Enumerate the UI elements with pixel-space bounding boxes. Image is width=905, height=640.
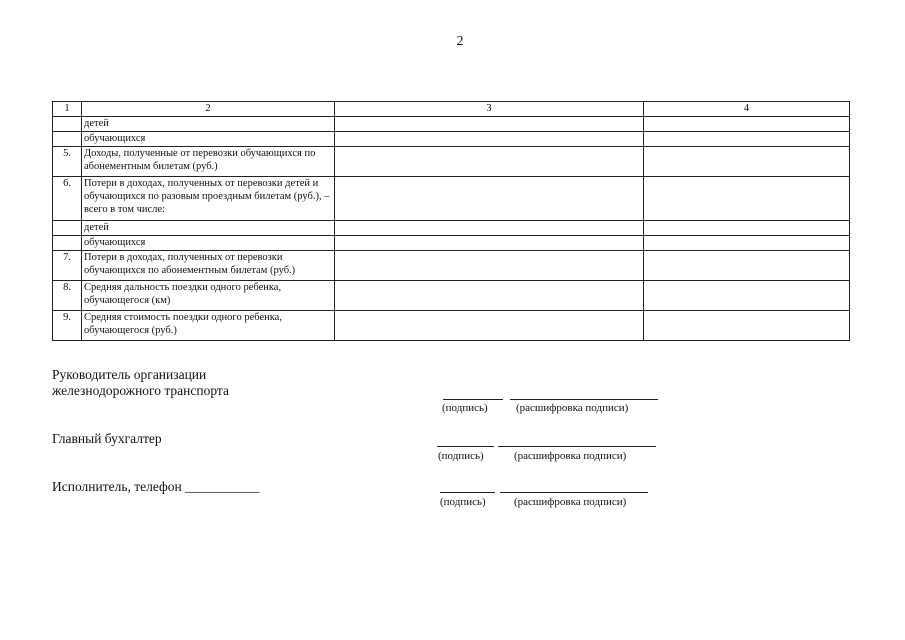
table-row — [53, 236, 850, 251]
row-label: детей — [82, 117, 335, 132]
row-cell-3 — [335, 117, 644, 132]
accountant-caption-signature: (подпись) — [438, 450, 484, 462]
table-row — [53, 281, 850, 311]
row-cell-4 — [644, 221, 850, 236]
row-number — [53, 236, 82, 251]
head-signature-label — [52, 367, 229, 399]
table-row — [53, 132, 850, 147]
table-row — [53, 311, 850, 341]
row-cell-4 — [644, 281, 850, 311]
row-cell-3 — [335, 251, 644, 281]
header-col-1: 1 — [53, 102, 82, 117]
row-cell-3 — [335, 132, 644, 147]
row-label: обучающихся — [82, 132, 335, 147]
row-cell-3 — [335, 177, 644, 221]
report-table — [52, 101, 850, 341]
head-caption-signature: (подпись) — [442, 402, 488, 414]
executor-signature-line — [440, 492, 495, 493]
executor-caption-decoding: (расшифровка подписи) — [514, 496, 627, 508]
row-cell-4 — [644, 311, 850, 341]
row-number: 8. — [53, 281, 82, 311]
row-cell-4 — [644, 132, 850, 147]
accountant-signature-line — [437, 446, 494, 447]
head-caption-decoding: (расшифровка подписи) — [516, 402, 629, 414]
row-cell-3 — [335, 311, 644, 341]
table-row — [53, 117, 850, 132]
executor-caption-signature: (подпись) — [440, 496, 486, 508]
row-cell-3 — [335, 147, 644, 177]
page-number: 2 — [456, 34, 464, 49]
row-cell-4 — [644, 147, 850, 177]
row-label: Средняя дальность поездки одного ребенка, обучающегося (км) — [82, 281, 335, 311]
table-row — [53, 177, 850, 221]
head-signature-line — [443, 399, 503, 400]
table-row — [53, 251, 850, 281]
row-cell-3 — [335, 281, 644, 311]
row-cell-3 — [335, 221, 644, 236]
row-number: 9. — [53, 311, 82, 341]
row-number — [53, 221, 82, 236]
row-cell-4 — [644, 236, 850, 251]
row-label: Потери в доходах, полученных от перевозки детей и обучающихся по разовым проездным билетам (руб.), – всего в том числе: — [82, 177, 335, 221]
executor-decoding-line — [500, 492, 648, 493]
row-label: обучающихся — [82, 236, 335, 251]
row-cell-3 — [335, 236, 644, 251]
accountant-caption-decoding: (расшифровка подписи) — [514, 450, 627, 462]
row-label: Доходы, полученные от перевозки обучающихся по абонементным билетам (руб.) — [82, 147, 335, 177]
row-cell-4 — [644, 177, 850, 221]
row-label: детей — [82, 221, 335, 236]
row-label: Потери в доходах, полученных от перевозки обучающихся по абонементным билетам (руб.) — [82, 251, 335, 281]
table-row — [53, 147, 850, 177]
header-col-4: 4 — [644, 102, 850, 117]
head-decoding-line — [510, 399, 658, 400]
table-row — [53, 221, 850, 236]
table-header-row — [53, 102, 850, 117]
row-number: 5. — [53, 147, 82, 177]
head-title-line-2: железнодорожного транспорта — [52, 383, 229, 398]
row-cell-4 — [644, 117, 850, 132]
accountant-signature-label: Главный бухгалтер — [52, 431, 162, 446]
header-col-2: 2 — [82, 102, 335, 117]
executor-signature-label: Исполнитель, телефон ___________ — [52, 479, 260, 494]
row-number: 6. — [53, 177, 82, 221]
row-number — [53, 117, 82, 132]
row-number — [53, 132, 82, 147]
row-cell-4 — [644, 251, 850, 281]
row-number: 7. — [53, 251, 82, 281]
header-col-3: 3 — [335, 102, 644, 117]
row-label: Средняя стоимость поездки одного ребенка, обучающегося (руб.) — [82, 311, 335, 341]
accountant-decoding-line — [498, 446, 656, 447]
head-title-line-1: Руководитель организации — [52, 367, 207, 382]
